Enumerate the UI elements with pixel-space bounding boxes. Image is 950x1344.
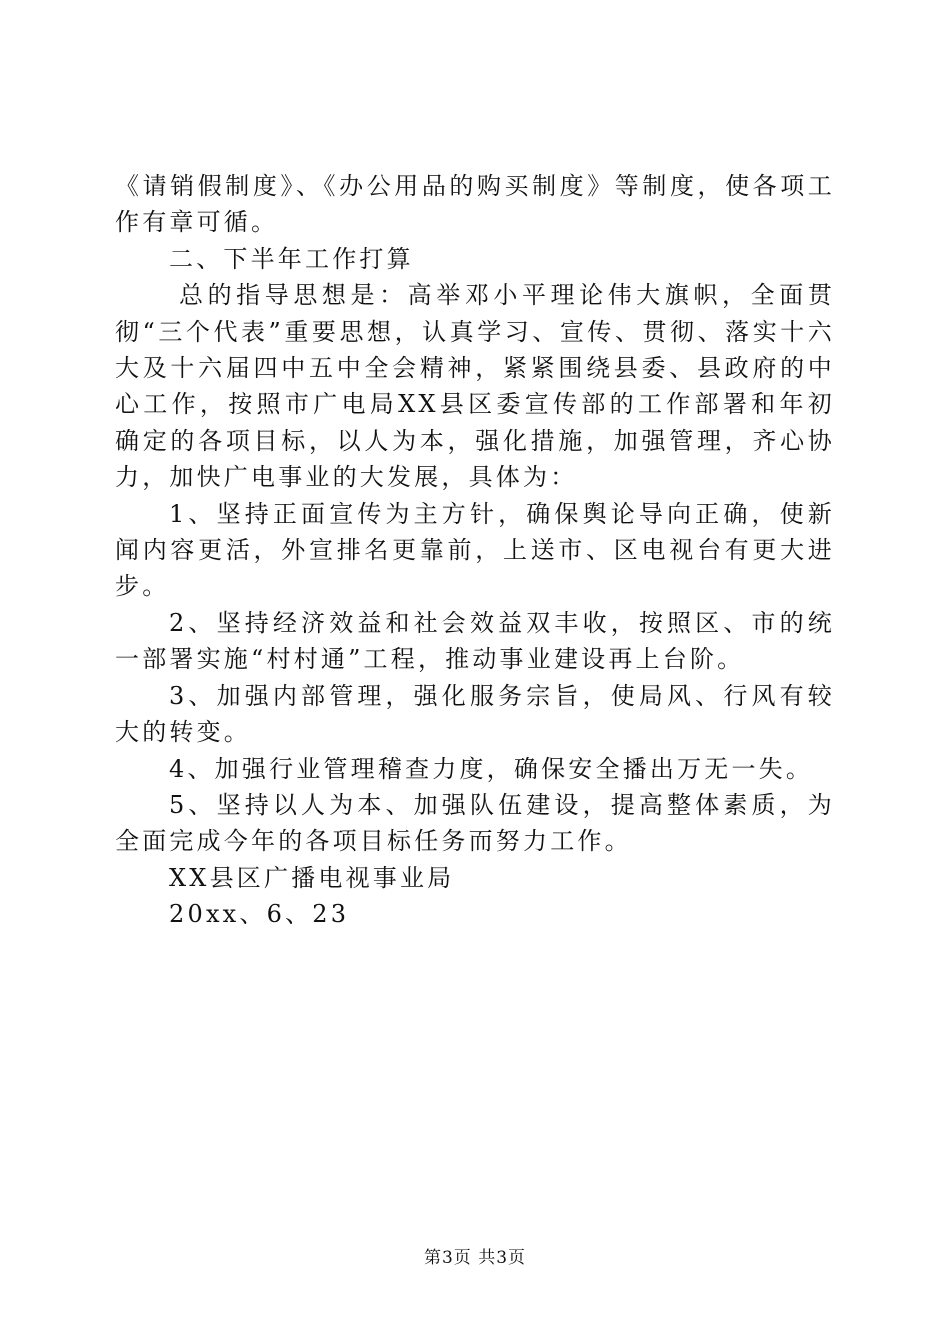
list-item-1: 1、坚持正面宣传为主方针，确保舆论导向正确，使新闻内容更活，外宣排名更靠前，上送市、区电视台有更大进步。: [115, 499, 835, 601]
signature-date: 20xx、6、23: [169, 900, 350, 929]
page-number-footer: 第3页 共3页: [423, 1248, 527, 1268]
paragraph-rules-continuation: 《请销假制度》、《办公用品的购买制度》等制度，使各项工作有章可循。: [115, 172, 835, 237]
paragraph-guiding-thought: 总的指导思想是：高举邓小平理论伟大旗帜，全面贯彻“三个代表”重要思想，认真学习、宣传、贯彻、落实十六大及十六届四中五中全会精神，紧紧围绕县委、县政府的中心工作，按照市广电局XX县区委宣传部的工作部署和年初确定的各项目标，以人为本，强化措施，加强管理，齐心协力，加快广电事业的大发展，具体为：: [115, 281, 835, 492]
list-item-5: 5、坚持以人为本、加强队伍建设，提高整体素质，为全面完成今年的各项目标任务而努力工作。: [115, 790, 835, 856]
document-body: [115, 168, 835, 933]
list-item-3: 3、加强内部管理，强化服务宗旨，使局风、行风有较大的转变。: [115, 681, 835, 747]
signature-organization: XX县区广播电视事业局: [169, 863, 455, 892]
list-item-4: 4、加强行业管理稽查力度，确保安全播出万无一失。: [169, 754, 814, 783]
section-heading-second-half-plan: 二、下半年工作打算: [169, 244, 414, 273]
list-item-2: 2、坚持经济效益和社会效益双丰收，按照区、市的统一部署实施“村村通”工程，推动事业建设再上台阶。: [115, 608, 835, 674]
